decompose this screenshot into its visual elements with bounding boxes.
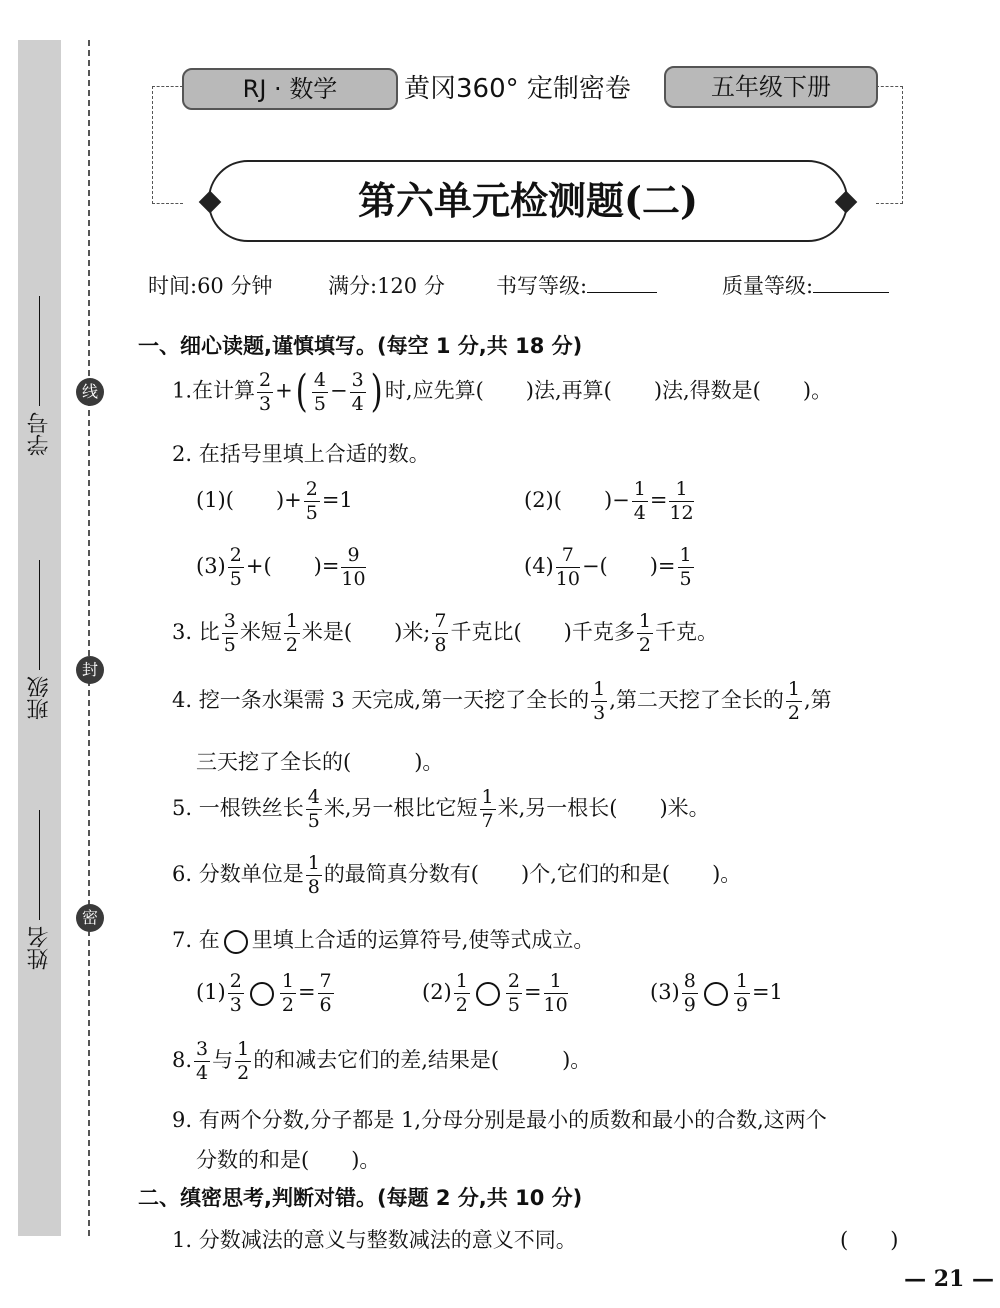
question-7: 7. 在 里填上合适的运算符号,使等式成立。 xyxy=(172,928,595,952)
grade-pill: 五年级下册 xyxy=(664,66,878,108)
header-bracket-right xyxy=(876,86,903,204)
question-5: 5. 一根铁丝长 $\frac{4}{5}$ 米,另一根比它短 $\frac{1}{7}$ 米,另一根长( )米。 xyxy=(172,786,710,832)
class-field[interactable] xyxy=(24,534,55,720)
section1-heading: 一、细心读题,谨慎填写。(每空 1 分,共 18 分) xyxy=(138,334,583,358)
student-id-label: 学号 xyxy=(27,412,52,456)
operator-circle-icon xyxy=(704,982,728,1006)
page-number: — 21 — xyxy=(904,1266,994,1292)
name-label: 姓名 xyxy=(27,926,52,970)
seal-char-secret: 密 xyxy=(76,904,104,932)
section2-heading: 二、缜密思考,判断对错。(每题 2 分,共 10 分) xyxy=(138,1186,583,1210)
time-info: 时间:60 分钟 xyxy=(148,274,273,298)
class-label: 班级 xyxy=(27,676,52,720)
question-9-line-2: 分数的和是( )。 xyxy=(196,1148,381,1172)
question-2-part-1: (1)( )+ $\frac{2}{5}$ =1 xyxy=(196,478,353,524)
operator-circle-icon xyxy=(250,982,274,1006)
quality-grade-label: 质量等级: xyxy=(722,274,814,298)
page-title: 第六单元检测题(二) xyxy=(208,160,848,242)
judge-question-1: 1. 分数减法的意义与整数减法的意义不同。 xyxy=(172,1228,577,1252)
writing-grade-label: 书写等级: xyxy=(496,274,588,298)
name-field[interactable] xyxy=(24,790,55,970)
cut-line xyxy=(88,40,90,1236)
question-2: 2. 在括号里填上合适的数。 xyxy=(172,442,430,466)
series-name: 黄冈360° 定制密卷 xyxy=(404,74,631,104)
operator-circle-icon xyxy=(224,930,248,954)
score-info: 满分:120 分 xyxy=(328,274,445,298)
question-7-part-3: (3) $\frac{8}{9}$ $\frac{1}{9}$ =1 xyxy=(650,970,783,1016)
question-4-line-2: 三天挖了全长的( )。 xyxy=(196,750,444,774)
subject-pill: RJ · 数学 xyxy=(182,68,398,110)
student-id-field[interactable] xyxy=(24,270,55,456)
question-3: 3. 比 $\frac{3}{5}$ 米短 $\frac{1}{2}$ 米是( )米; $\frac{7}{8}$ 千克比( )千克多 $\frac{1}{2}$ 千克。 xyxy=(172,610,718,656)
question-2-part-4: (4) $\frac{7}{10}$ −( )= $\frac{1}{5}$ xyxy=(524,544,692,590)
question-1: 1.在计算 $\frac{2}{3}$ +( $\frac{4}{5}$ − $\frac{3}{4}$ ) 时,应先算( )法,再算( )法,得数是( )。 xyxy=(172,366,833,417)
question-2-part-3: (3) $\frac{2}{5}$ +( )= $\frac{9}{10}$ xyxy=(196,544,366,590)
question-7-part-2: (2) $\frac{1}{2}$ $\frac{2}{5}$ = $\frac{1}{10}$ xyxy=(422,970,568,1016)
quality-grade[interactable] xyxy=(722,270,889,300)
question-7-part-1: (1) $\frac{2}{3}$ $\frac{1}{2}$ = $\frac{7}{6}$ xyxy=(196,970,332,1016)
question-8: 8. $\frac{3}{4}$ 与 $\frac{1}{2}$ 的和减去它们的差,结果是( )。 xyxy=(172,1038,592,1084)
question-4: 4. 挖一条水渠需 3 天完成,第一天挖了全长的 $\frac{1}{3}$ ,第二天挖了全长的 $\frac{1}{2}$ ,第 xyxy=(172,678,832,724)
operator-circle-icon xyxy=(476,982,500,1006)
seal-char-line: 线 xyxy=(76,378,104,406)
question-9: 9. 有两个分数,分子都是 1,分母分别是最小的质数和最小的合数,这两个 xyxy=(172,1108,827,1132)
header-bracket-left xyxy=(152,86,183,204)
question-2-part-2: (2)( )− $\frac{1}{4}$ = $\frac{1}{12}$ xyxy=(524,478,694,524)
writing-grade[interactable] xyxy=(496,270,657,300)
question-6: 6. 分数单位是 $\frac{1}{8}$ 的最简真分数有( )个,它们的和是( )。 xyxy=(172,852,742,898)
seal-char-seal: 封 xyxy=(76,656,104,684)
judge-answer-box[interactable]: ( ) xyxy=(840,1228,899,1252)
